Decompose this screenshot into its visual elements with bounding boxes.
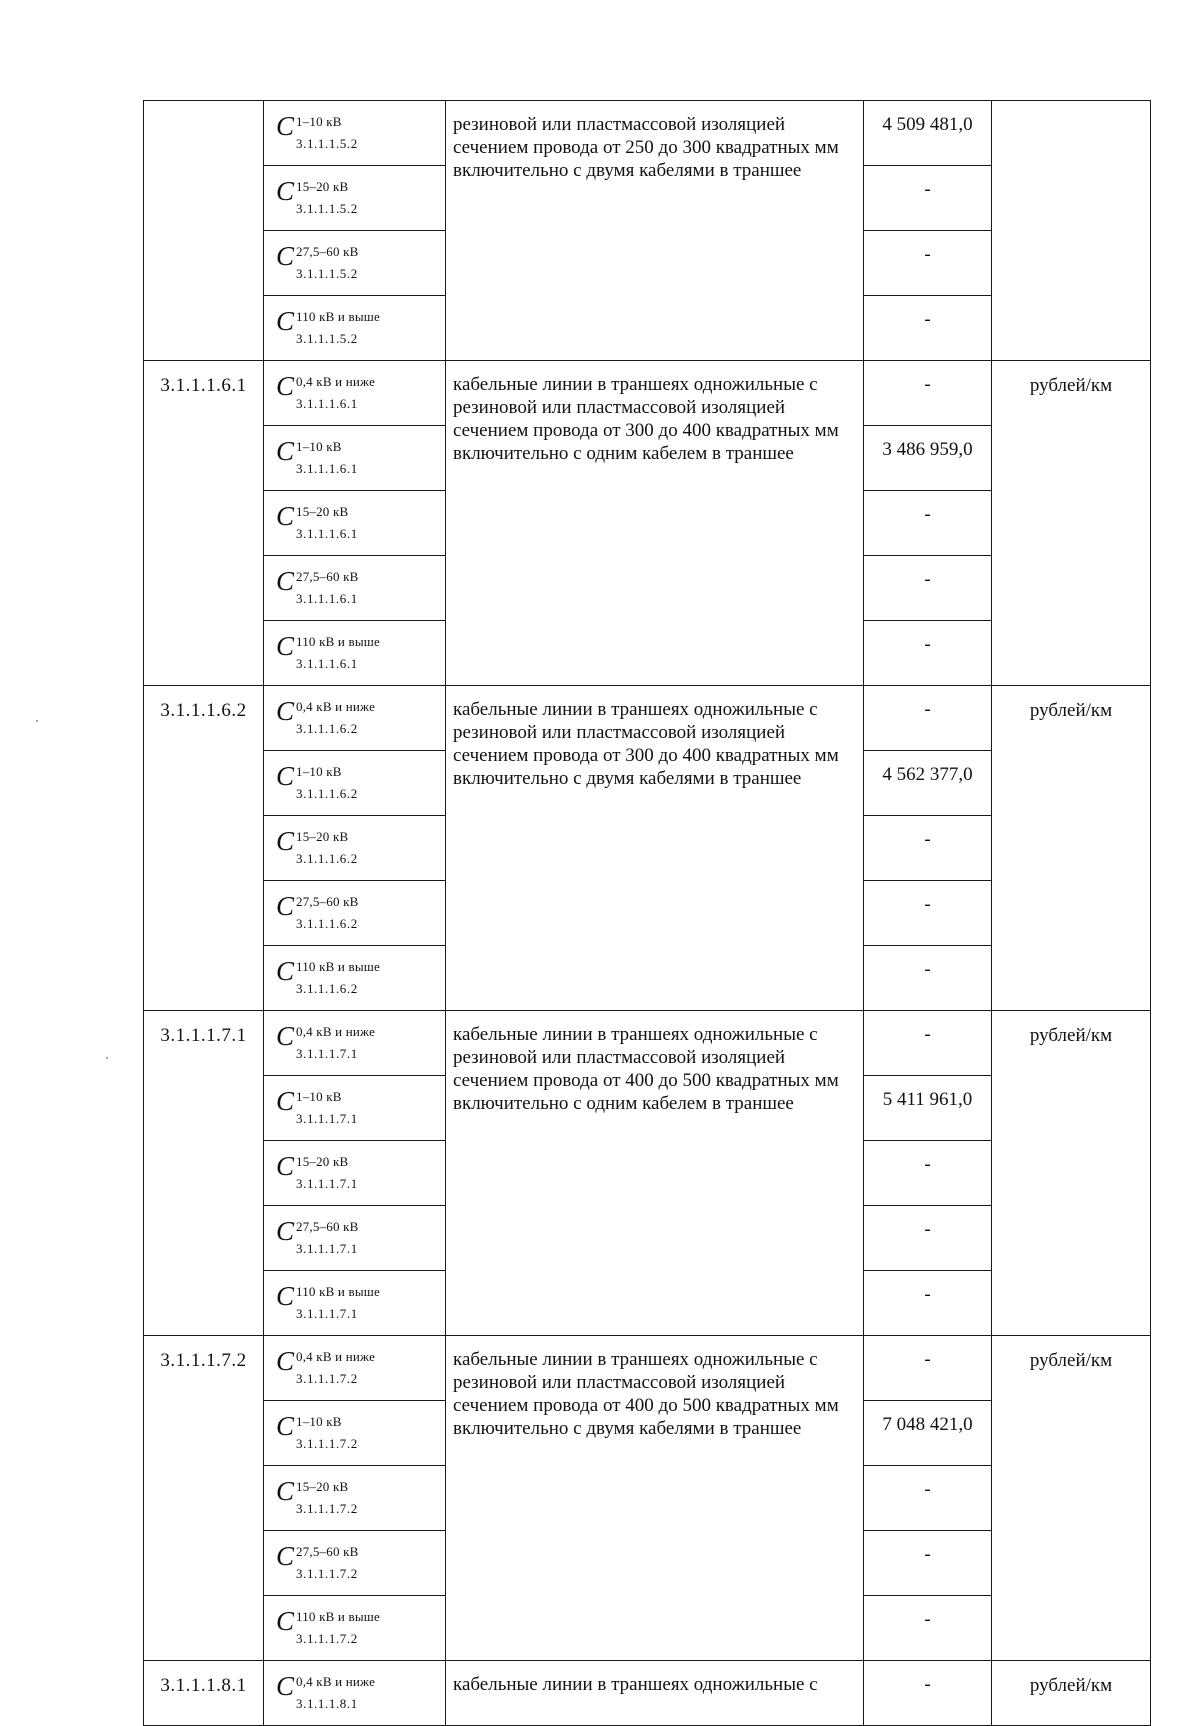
unit-cell <box>992 101 1151 361</box>
rate-code-cell <box>264 1011 446 1076</box>
rate-symbol-base: C <box>276 436 295 466</box>
rate-value-cell: - <box>864 1206 992 1271</box>
rate-index-label: 3.1.1.1.6.2 <box>296 916 358 931</box>
voltage-class-label: 27,5–60 кВ <box>296 1544 359 1559</box>
rate-symbol-base: C <box>276 1021 295 1051</box>
rate-index-label: 3.1.1.1.7.2 <box>296 1436 358 1451</box>
rate-code-cell <box>264 1401 446 1466</box>
voltage-class-label: 110 кВ и выше <box>296 1284 380 1299</box>
rate-value-cell: - <box>864 556 992 621</box>
rate-symbol-base: C <box>276 1411 295 1441</box>
table-row <box>144 1661 1151 1726</box>
rate-code-cell <box>264 231 446 296</box>
rate-value-cell: - <box>864 231 992 296</box>
voltage-class-label: 0,4 кВ и ниже <box>296 374 376 389</box>
table-row <box>144 1336 1151 1401</box>
rate-value-cell: 5 411 961,0 <box>864 1076 992 1141</box>
scan-speck <box>106 1057 108 1059</box>
rate-code-cell <box>264 751 446 816</box>
rate-value-cell: 4 509 481,0 <box>864 101 992 166</box>
item-number-cell: 3.1.1.1.8.1 <box>144 1661 264 1726</box>
table-body <box>144 101 1151 1726</box>
rate-symbol <box>276 1212 426 1258</box>
rate-symbol-base: C <box>276 1671 295 1701</box>
voltage-class-label: 0,4 кВ и ниже <box>296 1349 376 1364</box>
rate-code-cell <box>264 1596 446 1661</box>
rate-code-cell <box>264 1531 446 1596</box>
scan-speck <box>36 720 38 722</box>
rate-code-cell <box>264 556 446 621</box>
voltage-class-label: 15–20 кВ <box>296 1154 349 1169</box>
rate-value-cell: 3 486 959,0 <box>864 426 992 491</box>
rate-value-cell: - <box>864 361 992 426</box>
voltage-class-label: 27,5–60 кВ <box>296 244 359 259</box>
rate-value-cell: - <box>864 1466 992 1531</box>
rate-index-label: 3.1.1.1.7.1 <box>296 1241 358 1256</box>
rate-value-cell: - <box>864 946 992 1011</box>
rate-symbol <box>276 1602 426 1648</box>
rate-code-cell <box>264 686 446 751</box>
rate-symbol-base: C <box>276 1541 295 1571</box>
rate-symbol-base: C <box>276 1346 295 1376</box>
description-cell: кабельные линии в траншеях одножильные с резиновой или пластмассовой изоляцией сечением провода от 300 до 400 квадратных мм включительно с двумя кабелями в траншее <box>446 686 864 1011</box>
rate-symbol-base: C <box>276 1086 295 1116</box>
voltage-class-label: 15–20 кВ <box>296 179 349 194</box>
voltage-class-label: 1–10 кВ <box>296 1089 342 1104</box>
voltage-class-label: 15–20 кВ <box>296 1479 349 1494</box>
rate-symbol <box>276 1342 426 1388</box>
rate-index-label: 3.1.1.1.6.1 <box>296 526 358 541</box>
description-cell: кабельные линии в траншеях одножильные с <box>446 1661 864 1726</box>
rate-code-cell <box>264 881 446 946</box>
description-cell: резиновой или пластмассовой изоляцией сечением провода от 250 до 300 квадратных мм включительно с двумя кабелями в траншее <box>446 101 864 361</box>
rate-symbol <box>276 237 426 283</box>
rate-code-cell <box>264 361 446 426</box>
voltage-class-label: 110 кВ и выше <box>296 634 380 649</box>
rate-index-label: 3.1.1.1.7.2 <box>296 1631 358 1646</box>
rate-code-cell <box>264 816 446 881</box>
rate-symbol <box>276 367 426 413</box>
rate-symbol <box>276 757 426 803</box>
rate-index-label: 3.1.1.1.5.2 <box>296 266 358 281</box>
rate-index-label: 3.1.1.1.7.2 <box>296 1371 358 1386</box>
item-number-cell <box>144 101 264 361</box>
rate-code-cell <box>264 1206 446 1271</box>
rate-symbol <box>276 1082 426 1128</box>
rate-index-label: 3.1.1.1.6.1 <box>296 396 358 411</box>
rate-symbol <box>276 172 426 218</box>
rate-code-cell <box>264 1141 446 1206</box>
rate-value-cell: 7 048 421,0 <box>864 1401 992 1466</box>
table-row <box>144 361 1151 426</box>
rate-symbol <box>276 822 426 868</box>
item-number-cell: 3.1.1.1.6.2 <box>144 686 264 1011</box>
rate-symbol-base: C <box>276 1216 295 1246</box>
rate-index-label: 3.1.1.1.7.1 <box>296 1176 358 1191</box>
rate-index-label: 3.1.1.1.6.2 <box>296 786 358 801</box>
voltage-class-label: 27,5–60 кВ <box>296 894 359 909</box>
rate-index-label: 3.1.1.1.6.1 <box>296 656 358 671</box>
rate-value-cell: - <box>864 1141 992 1206</box>
voltage-class-label: 110 кВ и выше <box>296 309 380 324</box>
rate-code-cell <box>264 1661 446 1726</box>
rate-value-cell: - <box>864 1336 992 1401</box>
voltage-class-label: 110 кВ и выше <box>296 1609 380 1624</box>
rate-symbol <box>276 562 426 608</box>
rate-index-label: 3.1.1.1.5.2 <box>296 331 358 346</box>
rate-symbol <box>276 497 426 543</box>
rate-symbol <box>276 302 426 348</box>
voltage-class-label: 0,4 кВ и ниже <box>296 1024 376 1039</box>
unit-cell: рублей/км <box>992 1011 1151 1336</box>
rate-symbol <box>276 1472 426 1518</box>
voltage-class-label: 1–10 кВ <box>296 114 342 129</box>
rate-code-cell <box>264 946 446 1011</box>
table-row <box>144 686 1151 751</box>
rate-code-cell <box>264 101 446 166</box>
rate-symbol-base: C <box>276 891 295 921</box>
rate-symbol <box>276 1017 426 1063</box>
rate-code-cell <box>264 1076 446 1141</box>
rate-index-label: 3.1.1.1.5.2 <box>296 136 358 151</box>
rate-index-label: 3.1.1.1.7.1 <box>296 1046 358 1061</box>
rate-index-label: 3.1.1.1.7.2 <box>296 1501 358 1516</box>
rate-symbol-base: C <box>276 1606 295 1636</box>
rate-symbol-base: C <box>276 241 295 271</box>
description-cell: кабельные линии в траншеях одножильные с резиновой или пластмассовой изоляцией сечением провода от 400 до 500 квадратных мм включительно с двумя кабелями в траншее <box>446 1336 864 1661</box>
rate-index-label: 3.1.1.1.6.2 <box>296 981 358 996</box>
unit-cell: рублей/км <box>992 1336 1151 1661</box>
rate-symbol-base: C <box>276 176 295 206</box>
rate-symbol-base: C <box>276 501 295 531</box>
voltage-class-label: 1–10 кВ <box>296 764 342 779</box>
rate-symbol-base: C <box>276 1476 295 1506</box>
rate-value-cell: 4 562 377,0 <box>864 751 992 816</box>
voltage-class-label: 27,5–60 кВ <box>296 569 359 584</box>
rate-code-cell <box>264 621 446 686</box>
rate-value-cell: - <box>864 1596 992 1661</box>
voltage-class-label: 1–10 кВ <box>296 439 342 454</box>
rate-symbol <box>276 1147 426 1193</box>
rate-symbol <box>276 1537 426 1583</box>
voltage-class-label: 27,5–60 кВ <box>296 1219 359 1234</box>
tariff-rate-table <box>143 100 1151 1726</box>
rate-code-cell <box>264 1466 446 1531</box>
rate-symbol-base: C <box>276 371 295 401</box>
rate-symbol-base: C <box>276 696 295 726</box>
rate-index-label: 3.1.1.1.6.1 <box>296 461 358 476</box>
unit-cell: рублей/км <box>992 361 1151 686</box>
rate-symbol-base: C <box>276 306 295 336</box>
rate-index-label: 3.1.1.1.5.2 <box>296 201 358 216</box>
description-cell: кабельные линии в траншеях одножильные с резиновой или пластмассовой изоляцией сечением провода от 400 до 500 квадратных мм включительно с одним кабелем в траншее <box>446 1011 864 1336</box>
rate-value-cell: - <box>864 1661 992 1726</box>
rate-index-label: 3.1.1.1.7.1 <box>296 1111 358 1126</box>
item-number-cell: 3.1.1.1.7.1 <box>144 1011 264 1336</box>
rate-symbol <box>276 887 426 933</box>
rate-value-cell: - <box>864 816 992 881</box>
rate-symbol <box>276 692 426 738</box>
rate-value-cell: - <box>864 621 992 686</box>
rate-symbol <box>276 952 426 998</box>
rate-index-label: 3.1.1.1.6.2 <box>296 721 358 736</box>
rate-symbol <box>276 627 426 673</box>
rate-symbol-base: C <box>276 761 295 791</box>
voltage-class-label: 0,4 кВ и ниже <box>296 1674 376 1689</box>
voltage-class-label: 0,4 кВ и ниже <box>296 699 376 714</box>
item-number-cell: 3.1.1.1.6.1 <box>144 361 264 686</box>
rate-symbol-base: C <box>276 566 295 596</box>
rate-value-cell: - <box>864 881 992 946</box>
item-number-cell: 3.1.1.1.7.2 <box>144 1336 264 1661</box>
rate-symbol <box>276 1277 426 1323</box>
rate-value-cell: - <box>864 1011 992 1076</box>
rate-code-cell <box>264 1271 446 1336</box>
rate-symbol <box>276 107 426 153</box>
rate-symbol-base: C <box>276 631 295 661</box>
rate-code-cell <box>264 426 446 491</box>
rate-value-cell: - <box>864 296 992 361</box>
voltage-class-label: 1–10 кВ <box>296 1414 342 1429</box>
rate-symbol <box>276 1407 426 1453</box>
rate-value-cell: - <box>864 166 992 231</box>
voltage-class-label: 15–20 кВ <box>296 504 349 519</box>
unit-cell: рублей/км <box>992 1661 1151 1726</box>
rate-symbol <box>276 1667 426 1713</box>
rate-index-label: 3.1.1.1.7.1 <box>296 1306 358 1321</box>
rate-value-cell: - <box>864 686 992 751</box>
rate-symbol-base: C <box>276 956 295 986</box>
unit-cell: рублей/км <box>992 686 1151 1011</box>
voltage-class-label: 110 кВ и выше <box>296 959 380 974</box>
rate-code-cell <box>264 1336 446 1401</box>
rate-index-label: 3.1.1.1.7.2 <box>296 1566 358 1581</box>
table-row <box>144 101 1151 166</box>
rate-code-cell <box>264 491 446 556</box>
rate-symbol-base: C <box>276 826 295 856</box>
rate-value-cell: - <box>864 491 992 556</box>
rate-value-cell: - <box>864 1531 992 1596</box>
rate-index-label: 3.1.1.1.6.2 <box>296 851 358 866</box>
rate-index-label: 3.1.1.1.8.1 <box>296 1696 358 1711</box>
rate-code-cell <box>264 166 446 231</box>
table-row <box>144 1011 1151 1076</box>
voltage-class-label: 15–20 кВ <box>296 829 349 844</box>
rate-symbol-base: C <box>276 1281 295 1311</box>
description-cell: кабельные линии в траншеях одножильные с резиновой или пластмассовой изоляцией сечением провода от 300 до 400 квадратных мм включительно с одним кабелем в траншее <box>446 361 864 686</box>
rate-code-cell <box>264 296 446 361</box>
rate-symbol <box>276 432 426 478</box>
rate-symbol-base: C <box>276 111 295 141</box>
rate-symbol-base: C <box>276 1151 295 1181</box>
rate-value-cell: - <box>864 1271 992 1336</box>
rate-index-label: 3.1.1.1.6.1 <box>296 591 358 606</box>
